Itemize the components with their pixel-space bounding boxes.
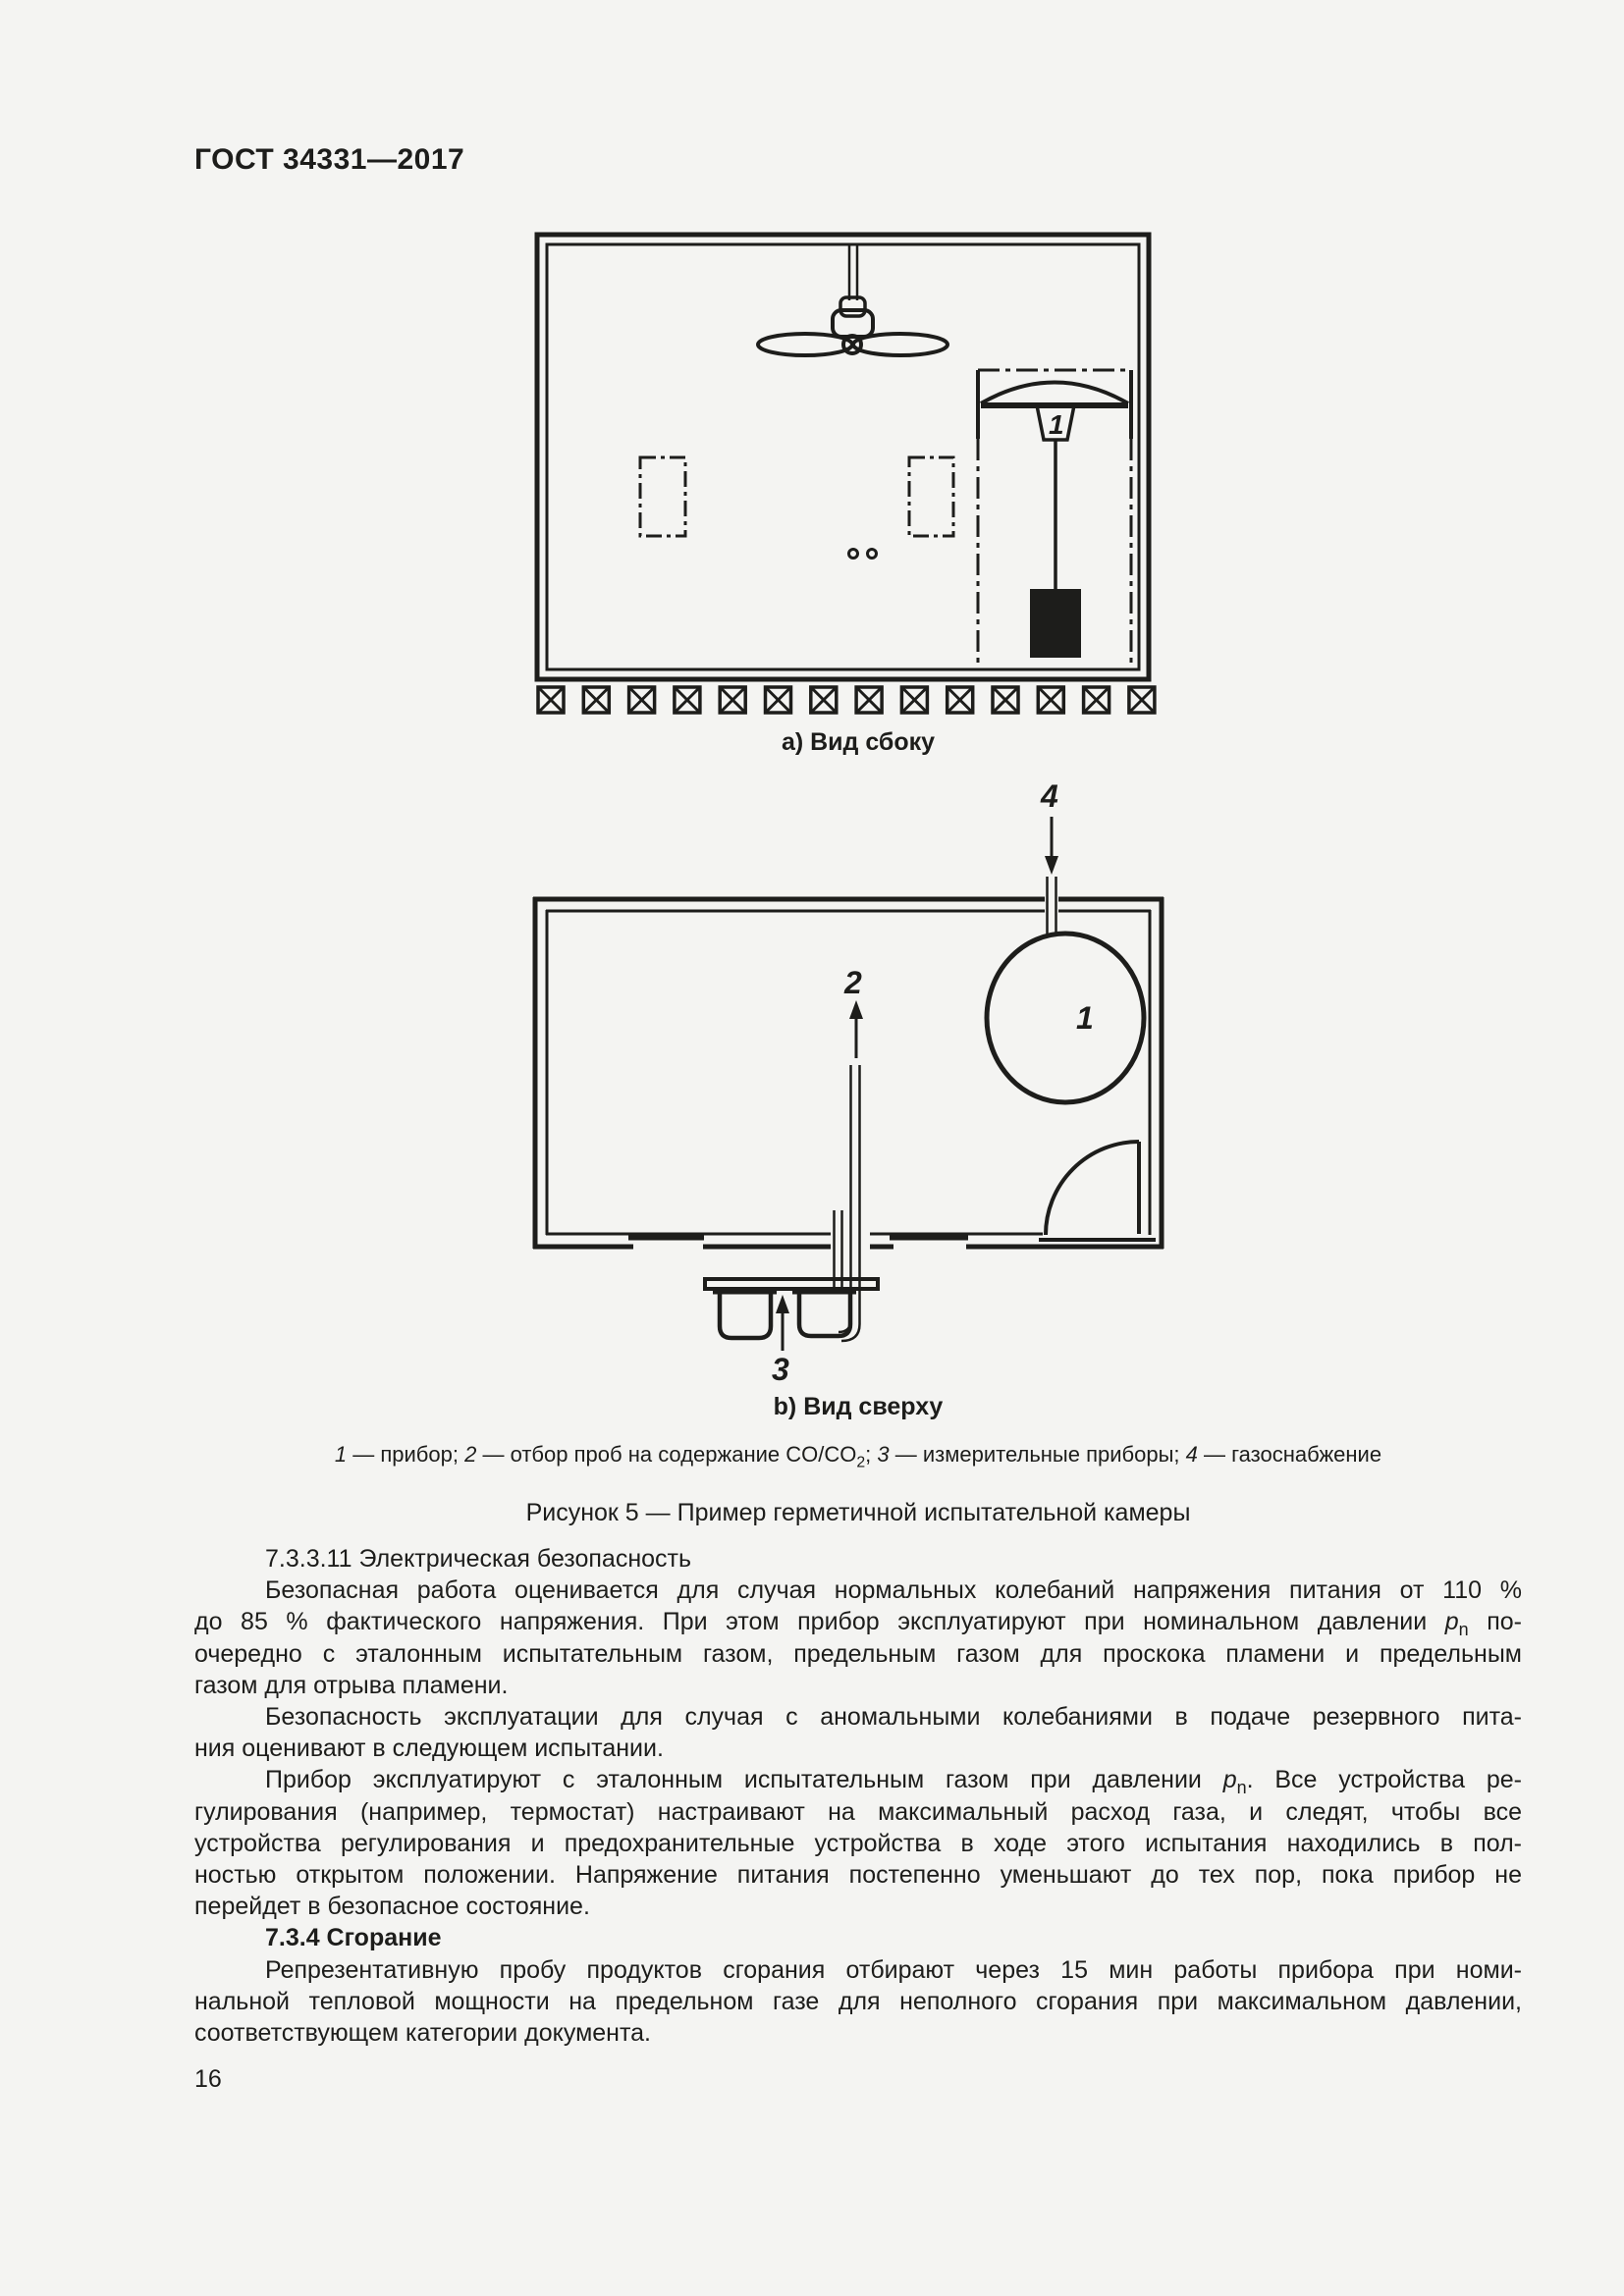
sampling-zone-right — [909, 457, 953, 536]
floor-hatch-row — [538, 687, 1155, 713]
label-4: 4 — [1041, 778, 1058, 814]
body-line: газом для отрыва пламени. — [194, 1671, 509, 1699]
appliance-top-view — [987, 934, 1144, 1102]
body-line: до 85 % фактического напряжения. При этом прибор эксплуатируют при номинальном давлении $p_n$ по- — [194, 1608, 1522, 1640]
body-line: устройства регулирования и предохранительные устройства в ходе этого испытания находились в пол- — [194, 1829, 1522, 1857]
arrow-down-head — [1045, 856, 1058, 875]
appliance-zone — [978, 370, 1131, 666]
figure-legend: 1 — прибор; 2 — отбор проб на содержание $CO/CO_2$; 3 — измерительные приборы; 4 — газоснабжение — [334, 1442, 1382, 1471]
measuring-devices — [705, 1279, 878, 1341]
arrow-up-head — [776, 1295, 789, 1313]
body-line: перейдет в безопасное состояние. — [194, 1893, 590, 1921]
gas-supply-pipe — [1045, 877, 1058, 935]
label-3: 3 — [772, 1352, 789, 1387]
instrument-left — [720, 1292, 771, 1338]
figure-caption: Рисунок 5 — Пример герметичной испытательной камеры — [525, 1499, 1191, 1526]
instrument-right — [799, 1292, 850, 1336]
probe-point-icon — [868, 550, 877, 559]
door-arc — [1039, 1142, 1156, 1240]
body-line: очередно с эталонным испытательным газом, предельным газом для проскока пламени и предельным — [194, 1639, 1522, 1668]
caption-top-view: b) Вид сверху — [773, 1393, 944, 1420]
body-line: ния оценивают в следующем испытании. — [194, 1735, 664, 1763]
instruments-pointer — [772, 1295, 789, 1387]
door-swing-arc — [1046, 1142, 1139, 1235]
caption-side-view: а) Вид сбоку — [781, 728, 936, 756]
page-number: 16 — [194, 2065, 222, 2093]
body-line: Прибор эксплуатируют с эталонным испытательным газом при давлении $p_n$. Все устройства ре- — [265, 1766, 1522, 1798]
side-view-diagram — [537, 235, 1155, 713]
body-line: соответствующем категории документа. — [194, 2019, 652, 2048]
label-2: 2 — [844, 965, 862, 1000]
gas-cylinder-block — [1030, 589, 1081, 658]
document-header: ГОСТ 34331—2017 — [194, 143, 465, 176]
body-line: гулирования (например, термостат) настраивают на максимальный расход газа, и следят, чтобы все — [194, 1797, 1522, 1826]
ceiling-fan-icon — [758, 245, 947, 355]
sampling-pipes — [835, 1065, 860, 1289]
body-line: ностью открытом положении. Напряжение питания постепенно уменьшают до тех пор, пока прибор не — [194, 1861, 1522, 1890]
probe-point-icon — [849, 550, 858, 559]
appliance-hood-dome — [981, 383, 1128, 404]
body-line: 7.3.4 Сгорание — [265, 1924, 442, 1952]
gas-supply-pointer — [1040, 778, 1058, 875]
sampling-zone-left — [640, 457, 685, 536]
label-1-top: 1 — [1076, 1000, 1094, 1036]
body-line: нальной тепловой мощности на предельном газе для неполного сгорания при максимальном давлении, — [194, 1987, 1522, 2015]
body-text — [194, 1543, 1522, 2049]
body-line: 7.3.3.11 Электрическая безопасность — [265, 1545, 692, 1573]
top-chamber-outer-wall — [533, 897, 1164, 1249]
body-line: Безопасность эксплуатации для случая с аномальными колебаниями в подаче резервного пита- — [265, 1703, 1522, 1732]
sampling-pointer — [843, 965, 863, 1058]
body-line: Репрезентативную пробу продуктов сгорания отбирают через 15 мин работы прибора при номи- — [265, 1955, 1522, 1984]
top-view-diagram — [533, 877, 1164, 1387]
body-line: Безопасная работа оценивается для случая нормальных колебаний напряжения питания от 110 % — [265, 1576, 1522, 1605]
label-1-side: 1 — [1049, 409, 1064, 440]
arrow-up-head — [849, 1000, 863, 1019]
